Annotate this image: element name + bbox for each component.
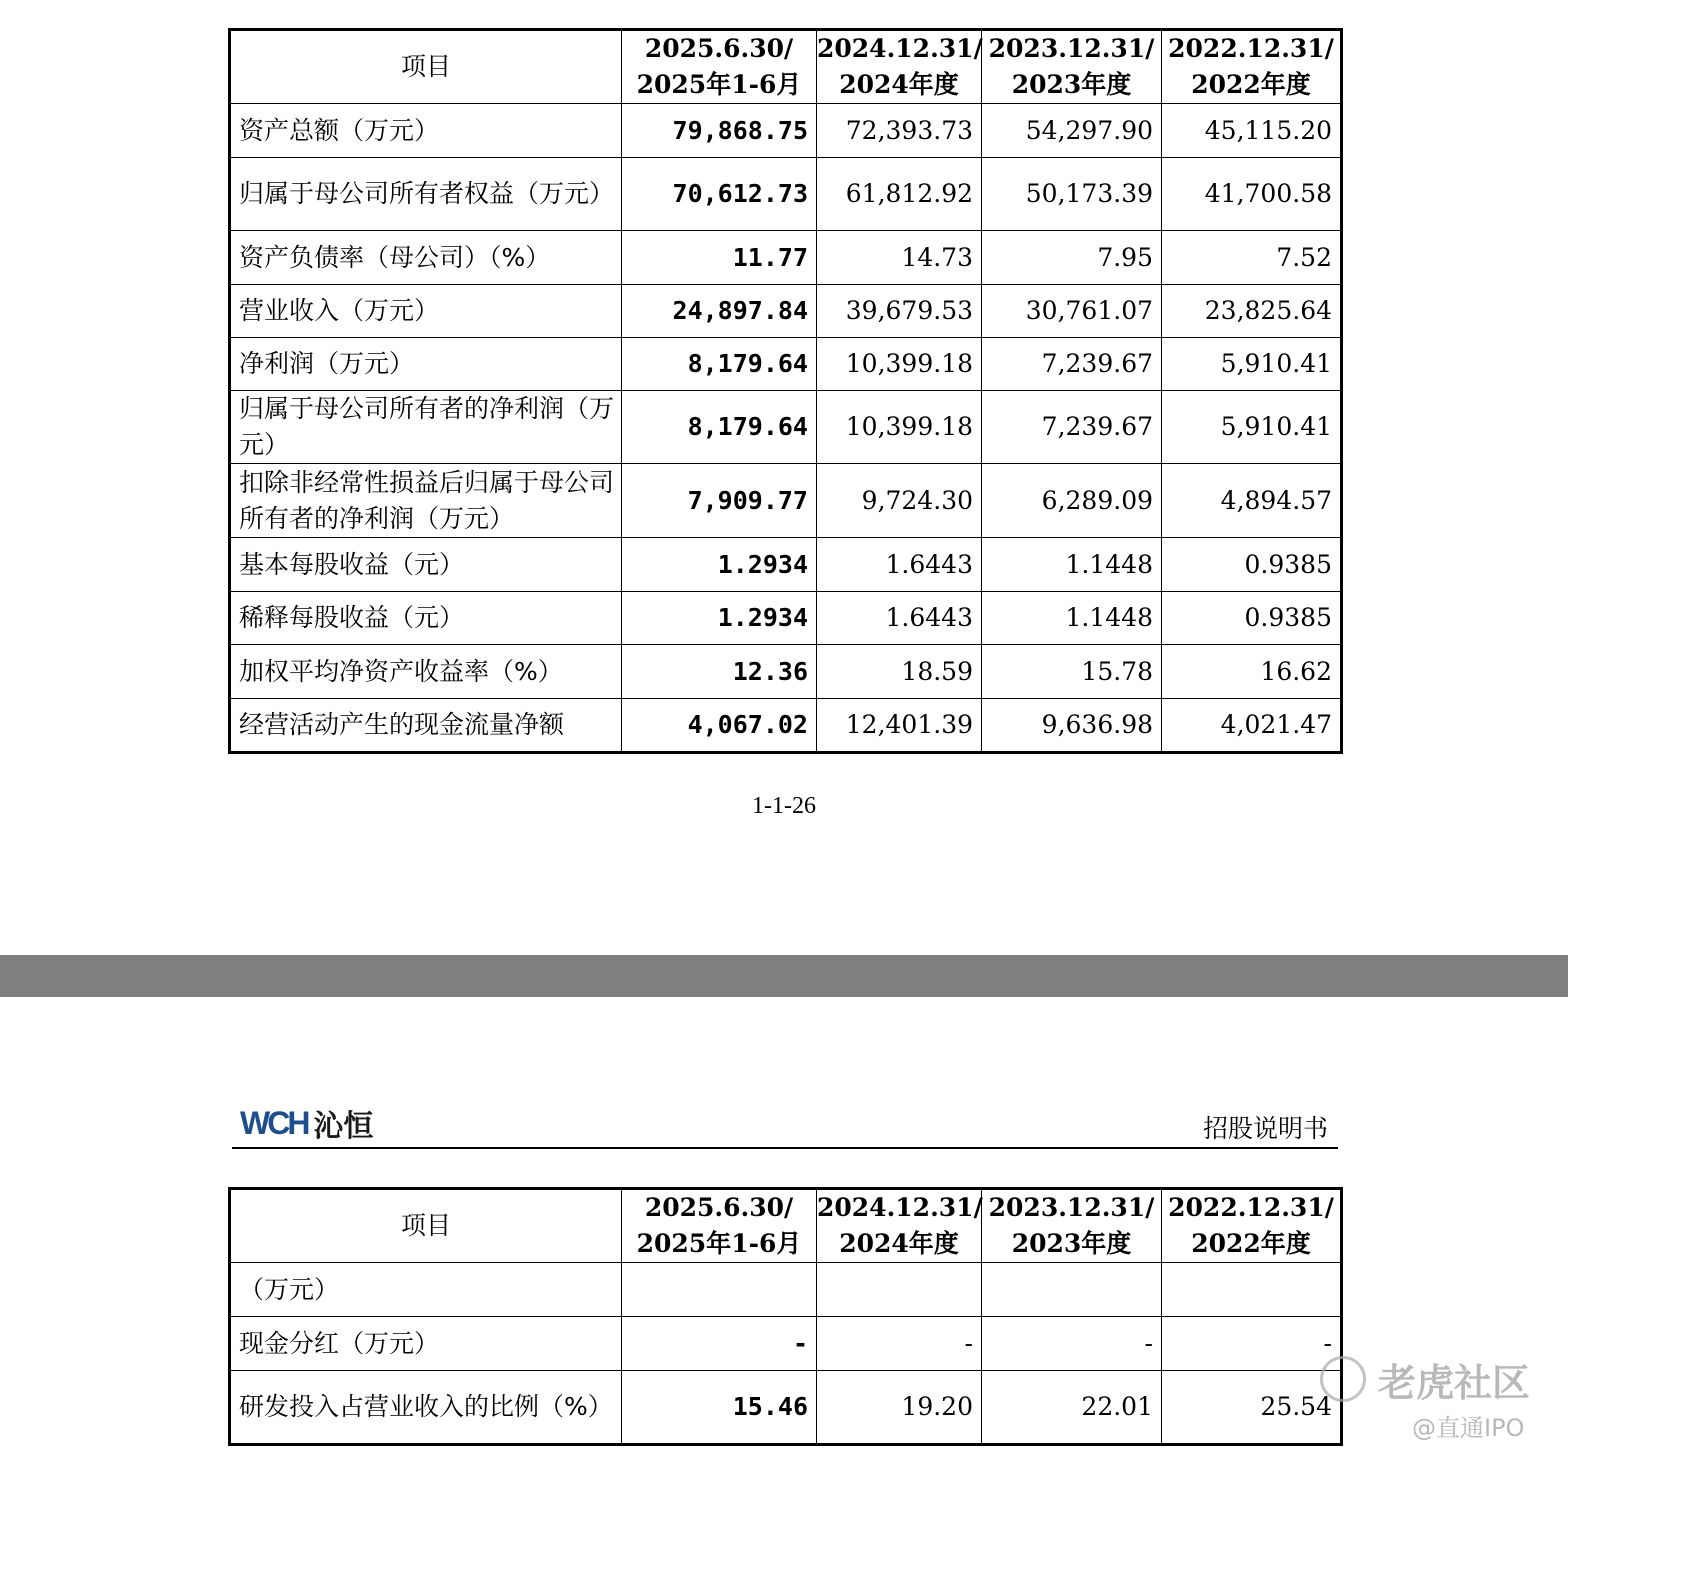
table-row: [230, 158, 1342, 231]
cell-value: 22.01: [982, 1371, 1162, 1445]
table-row: [230, 1317, 1342, 1371]
cell-value: 1.1448: [982, 592, 1162, 645]
cell-value: -: [622, 1317, 817, 1371]
cell-value: 4,894.57: [1162, 464, 1342, 538]
cell-value: 15.78: [982, 645, 1162, 699]
table-row: [230, 391, 1342, 464]
row-label: 资产负债率（母公司）（%）: [230, 231, 622, 285]
table-row: [230, 592, 1342, 645]
cell-value: 0.9385: [1162, 592, 1342, 645]
row-label: 资产总额（万元）: [230, 104, 622, 158]
table-header-row: [230, 1189, 1342, 1263]
row-label: （万元）: [230, 1263, 622, 1317]
cell-value: 30,761.07: [982, 285, 1162, 338]
cell-value: 25.54: [1162, 1371, 1342, 1445]
row-label: 研发投入占营业收入的比例（%）: [230, 1371, 622, 1445]
table-row: [230, 645, 1342, 699]
row-label: 归属于母公司所有者的净利润（万元）: [230, 391, 622, 464]
page-bottom: [0, 997, 1568, 1594]
cell-value: 15.46: [622, 1371, 817, 1445]
cell-value: 24,897.84: [622, 285, 817, 338]
table-header-row: [230, 30, 1342, 104]
cell-value: 0.9385: [1162, 538, 1342, 592]
cell-value: 1.6443: [817, 592, 982, 645]
cell-value: 1.1448: [982, 538, 1162, 592]
table-row: [230, 464, 1342, 538]
financial-table-bottom: [228, 1187, 1343, 1446]
cell-value: 41,700.58: [1162, 158, 1342, 231]
table-row: [230, 104, 1342, 158]
cell-value: 5,910.41: [1162, 391, 1342, 464]
cell-value: -: [817, 1317, 982, 1371]
cell-value: 7,239.67: [982, 338, 1162, 391]
cell-value: 11.77: [622, 231, 817, 285]
cell-value: 4,067.02: [622, 699, 817, 753]
header-2023: 2023.12.31/ 2023年度: [982, 30, 1162, 104]
row-label: 归属于母公司所有者权益（万元）: [230, 158, 622, 231]
cell-value: 79,868.75: [622, 104, 817, 158]
cell-value: 9,724.30: [817, 464, 982, 538]
cell-value: 12,401.39: [817, 699, 982, 753]
cell-value: [982, 1263, 1162, 1317]
document-title: 招股说明书: [1202, 1114, 1328, 1143]
table-row: [230, 1263, 1342, 1317]
watermark: [1316, 1352, 1556, 1452]
cell-value: 10,399.18: [817, 391, 982, 464]
cell-value: 50,173.39: [982, 158, 1162, 231]
logo-text: 沁恒: [313, 1109, 374, 1144]
cell-value: 4,021.47: [1162, 699, 1342, 753]
cell-value: 16.62: [1162, 645, 1342, 699]
row-label: 现金分红（万元）: [230, 1317, 622, 1371]
header-2022: 2022.12.31/ 2022年度: [1162, 30, 1342, 104]
cell-value: -: [1162, 1317, 1342, 1371]
cell-value: 39,679.53: [817, 285, 982, 338]
table-row: [230, 1371, 1342, 1445]
watermark-main: 老虎社区: [1378, 1361, 1531, 1405]
table-row: [230, 699, 1342, 753]
table-row: [230, 231, 1342, 285]
row-label: 营业收入（万元）: [230, 285, 622, 338]
table-row: [230, 285, 1342, 338]
cell-value: -: [982, 1317, 1162, 1371]
cell-value: 72,393.73: [817, 104, 982, 158]
logo-mark: WCH: [240, 1104, 308, 1141]
cell-value: 1.2934: [622, 592, 817, 645]
cell-value: 10,399.18: [817, 338, 982, 391]
header-divider: [232, 1147, 1338, 1149]
page-separator: [0, 955, 1568, 997]
watermark-logo-icon: [1320, 1356, 1366, 1402]
cell-value: [622, 1263, 817, 1317]
cell-value: 7.95: [982, 231, 1162, 285]
row-label: 经营活动产生的现金流量净额: [230, 699, 622, 753]
cell-value: 1.2934: [622, 538, 817, 592]
cell-value: 5,910.41: [1162, 338, 1342, 391]
financial-table-top: [228, 28, 1343, 754]
cell-value: 8,179.64: [622, 338, 817, 391]
header-2024: 2024.12.31/ 2024年度: [817, 1189, 982, 1263]
cell-value: 8,179.64: [622, 391, 817, 464]
table-row: [230, 538, 1342, 592]
row-label: 稀释每股收益（元）: [230, 592, 622, 645]
table-row: [230, 338, 1342, 391]
company-logo: [240, 1103, 373, 1143]
row-label: 扣除非经常性损益后归属于母公司所有者的净利润（万元）: [230, 464, 622, 538]
cell-value: 45,115.20: [1162, 104, 1342, 158]
cell-value: [817, 1263, 982, 1317]
cell-value: [1162, 1263, 1342, 1317]
cell-value: 18.59: [817, 645, 982, 699]
cell-value: 54,297.90: [982, 104, 1162, 158]
cell-value: 7,909.77: [622, 464, 817, 538]
cell-value: 7.52: [1162, 231, 1342, 285]
cell-value: 23,825.64: [1162, 285, 1342, 338]
cell-value: 61,812.92: [817, 158, 982, 231]
row-label: 加权平均净资产收益率（%）: [230, 645, 622, 699]
row-label: 基本每股收益（元）: [230, 538, 622, 592]
header-2024: 2024.12.31/ 2024年度: [817, 30, 982, 104]
header-2025h1: 2025.6.30/ 2025年1-6月: [622, 30, 817, 104]
cell-value: 14.73: [817, 231, 982, 285]
cell-value: 7,239.67: [982, 391, 1162, 464]
cell-value: 6,289.09: [982, 464, 1162, 538]
cell-value: 19.20: [817, 1371, 982, 1445]
cell-value: 9,636.98: [982, 699, 1162, 753]
row-label: 净利润（万元）: [230, 338, 622, 391]
cell-value: 1.6443: [817, 538, 982, 592]
header-2022: 2022.12.31/ 2022年度: [1162, 1189, 1342, 1263]
header-item: 项目: [230, 1189, 622, 1263]
cell-value: 70,612.73: [622, 158, 817, 231]
header-2025h1: 2025.6.30/ 2025年1-6月: [622, 1189, 817, 1263]
watermark-sub: @直通IPO: [1412, 1414, 1525, 1442]
page-number: 1-1-26: [752, 793, 816, 819]
header-2023: 2023.12.31/ 2023年度: [982, 1189, 1162, 1263]
cell-value: 12.36: [622, 645, 817, 699]
header-item: 项目: [230, 30, 622, 104]
